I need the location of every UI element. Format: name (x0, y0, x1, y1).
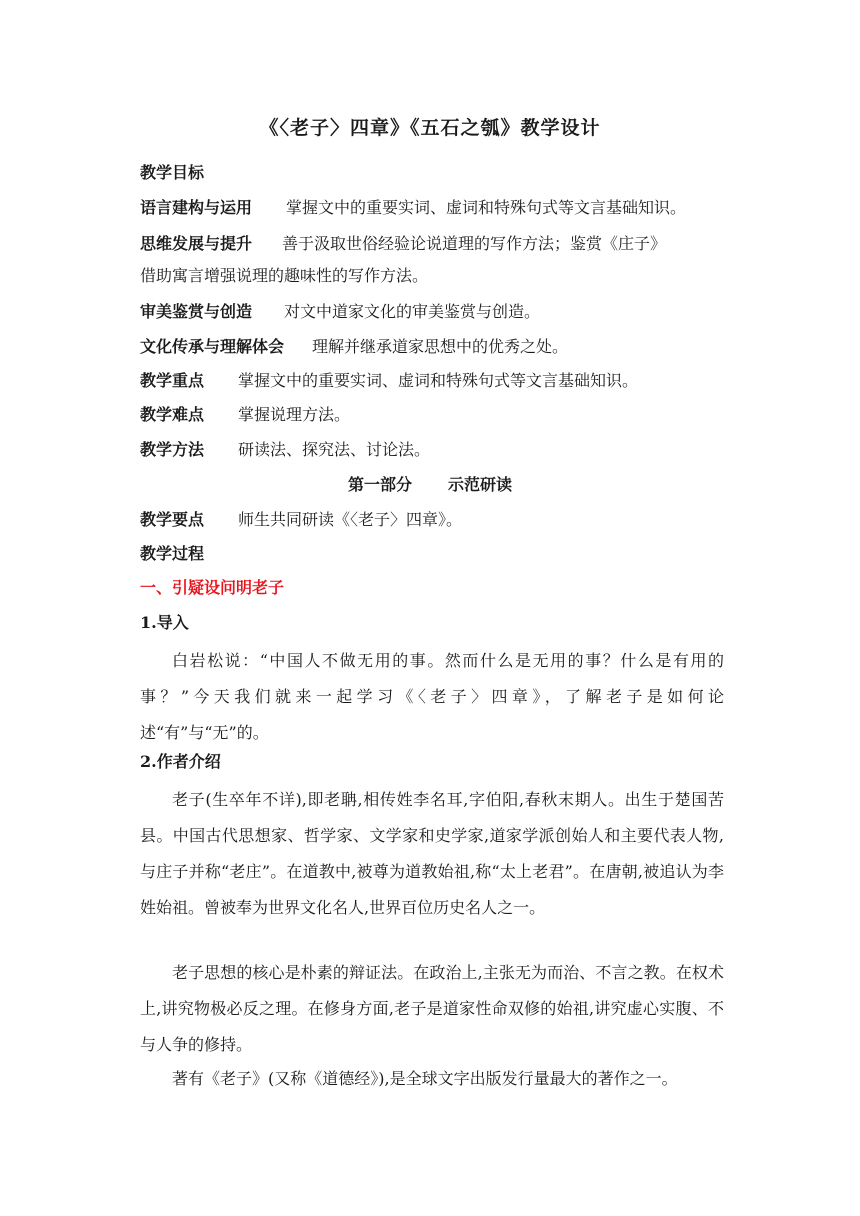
objective-language (140, 198, 730, 218)
objectives-heading: 教学目标 (140, 163, 205, 182)
key-point: 教学重点 掌握文中的重要实词、虚词和特殊句式等文言基础知识。 (140, 371, 639, 390)
part-heading: 第一部分 示范研读 (347, 475, 513, 494)
objective-label: 文化传承与理解体会 (140, 337, 285, 356)
objective-label: 审美鉴赏与创造 (140, 302, 253, 321)
objective-label: 思维发展与提升 (140, 234, 253, 253)
section1-heading: 一、引疑设问明老子 (140, 578, 285, 597)
document-title: 《〈老子〉四章》《五石之瓠》教学设计 (259, 117, 601, 139)
sub1-heading: 1.导入 (140, 613, 189, 632)
objective-thinking (140, 234, 730, 254)
objective-text: 理解并继承道家思想中的优秀之处。 (312, 337, 569, 356)
objective-culture (140, 337, 730, 357)
author-paragraph-1: 老子(生卒年不详),即老聃,相传姓李名耳,字伯阳,春秋末期人。出生于楚国苦县。中国古代思想家、哲学家、文学家和史学家,道家学派创始人和主要代表人物,与庄子并称“老庄”。在道教中,被尊为道教始祖,称“太上老君”。在唐朝,被追认为李姓始祖。曾被奉为世界文化名人,世界百位历史名人之一。 (140, 790, 724, 917)
objective-text: 掌握文中的重要实词、虚词和特殊句式等文言基础知识。 (286, 198, 687, 217)
teaching-essentials: 教学要点 师生共同研读《〈老子〉四章》。 (140, 510, 463, 529)
process-heading: 教学过程 (140, 544, 205, 563)
objective-label: 语言建构与运用 (140, 198, 253, 217)
sub2-heading: 2.作者介绍 (140, 752, 221, 771)
author-paragraph-3: 著有《老子》(又称《道德经》),是全球文字出版发行量最大的著作之一。 (172, 1069, 678, 1088)
objective-text: 善于汲取世俗经验论说道理的写作方法；鉴赏《庄子》 (282, 234, 667, 253)
difficulty: 教学难点 掌握说理方法。 (140, 405, 351, 424)
objective-text: 对文中道家文化的审美鉴赏与创造。 (284, 302, 541, 321)
objective-thinking-cont: 借助寓言增强说理的趣味性的写作方法。 (140, 266, 429, 285)
objective-aesthetic (140, 302, 730, 322)
teaching-method: 教学方法 研读法、探究法、讨论法。 (140, 440, 431, 459)
intro-paragraph: 白岩松说：“中国人不做无用的事。然而什么是无用的事？什么是有用的事？”今天我们就来一起学习《〈老子〉四章》，了解老子是如何论述“有”与“无”的。 (140, 651, 724, 742)
author-paragraph-2: 老子思想的核心是朴素的辩证法。在政治上,主张无为而治、不言之教。在权术上,讲究物极必反之理。在修身方面,老子是道家性命双修的始祖,讲究虚心实腹、不与人争的修持。 (140, 963, 724, 1054)
